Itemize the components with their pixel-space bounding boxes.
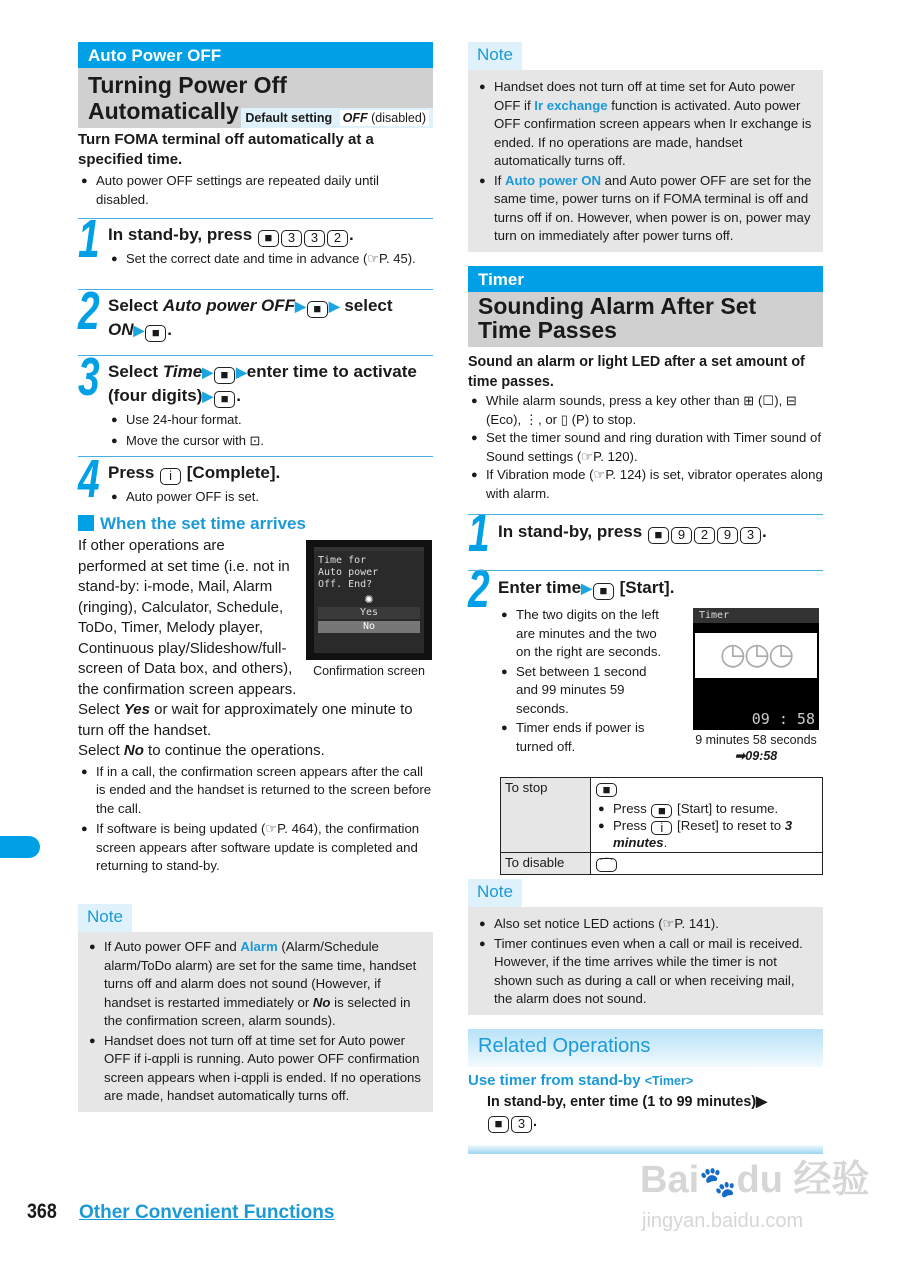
subheading: When the set time arrives bbox=[100, 514, 306, 533]
timer-header bbox=[468, 266, 823, 347]
text: <Timer> bbox=[644, 1074, 694, 1088]
bullet: ● If in a call, the confirmation screen appears after the call is ended and the handset is returned to the screen before the call. bbox=[78, 763, 433, 819]
text: 3 minutes bbox=[613, 818, 793, 850]
menu-item: Auto power OFF bbox=[162, 296, 296, 315]
square-icon bbox=[78, 515, 94, 531]
chapter-tab bbox=[0, 836, 40, 858]
clocks-icon: ◷◷◷ bbox=[695, 633, 817, 678]
figure-caption: Confirmation screen bbox=[313, 664, 425, 678]
step-text: . bbox=[761, 522, 767, 541]
text: Press bbox=[613, 818, 651, 833]
caption-value: 09:58 bbox=[745, 749, 778, 763]
default-label: Default setting bbox=[245, 111, 333, 125]
intro bbox=[78, 130, 433, 209]
arrow-icon: ➡ bbox=[734, 749, 746, 763]
note-label: Note bbox=[468, 42, 522, 70]
row-header: To disable bbox=[501, 853, 591, 875]
text: If Auto power OFF and bbox=[104, 939, 241, 954]
step-number: 1 bbox=[468, 503, 490, 563]
default-value: OFF bbox=[342, 111, 368, 125]
center-key-icon: ■ bbox=[214, 367, 235, 384]
center-key-icon: ■ bbox=[648, 527, 669, 544]
table-row bbox=[501, 778, 823, 853]
alarm-link[interactable]: Alarm bbox=[240, 939, 278, 954]
when-set-time-arrives bbox=[78, 514, 433, 876]
text: If bbox=[494, 172, 505, 188]
text: Select bbox=[78, 742, 124, 759]
bullet: ● While alarm sounds, press a key other than ⊞ (☐), ⊟ (Eco), ⋮, or ▯ (P) to stop. bbox=[468, 392, 823, 429]
center-key-icon: ■ bbox=[307, 301, 328, 318]
arrow-icon: ▶ bbox=[202, 388, 214, 404]
step-3 bbox=[78, 355, 433, 450]
screen-title: Timer bbox=[693, 608, 819, 623]
step-4 bbox=[78, 449, 433, 509]
section-label: Auto Power OFF bbox=[78, 42, 433, 68]
note-item: ● Also set notice LED actions (☞P. 141). bbox=[476, 915, 813, 934]
step-bullet: ● Set the correct date and time in advance (☞P. 45). bbox=[108, 250, 433, 269]
default-suffix: (disabled) bbox=[367, 111, 426, 125]
watermark-url: jingyan.baidu.com bbox=[642, 1210, 804, 1232]
timer-readout: 09 : 58 bbox=[751, 709, 815, 728]
text: [Start] to resume. bbox=[673, 800, 779, 816]
row-header: To stop bbox=[501, 778, 591, 853]
note-item: ● Handset does not turn off at time set for Auto power OFF if i-αppli is running. Auto power OFF confirmation screen appears when i-αppli is ended. If no operations are made, handset automatically turns off. bbox=[86, 1032, 423, 1106]
text: to continue the operations. bbox=[143, 742, 325, 759]
page-title: Turning Power Off Automatically bbox=[78, 68, 433, 128]
step-number: 1 bbox=[78, 209, 100, 269]
center-key-icon: ■ bbox=[214, 391, 235, 408]
key-9-icon: 9 bbox=[717, 527, 738, 544]
step-number: 3 bbox=[78, 347, 100, 407]
arrow-icon: ▶ bbox=[328, 298, 340, 314]
auto-power-on-link[interactable]: Auto power ON bbox=[505, 172, 601, 188]
key-9-icon: 9 bbox=[671, 527, 692, 544]
note-label: Note bbox=[78, 904, 132, 932]
menu-item: ON bbox=[108, 320, 134, 339]
figure-caption: 9 minutes 58 seconds bbox=[695, 733, 817, 747]
note-item bbox=[476, 78, 813, 171]
text: No bbox=[312, 994, 331, 1010]
key-2-icon: 2 bbox=[327, 230, 348, 247]
text: Yes bbox=[123, 701, 150, 718]
key-3-icon: 3 bbox=[281, 230, 302, 247]
text[interactable]: Use timer from stand-by bbox=[468, 1072, 641, 1089]
ir-exchange-link[interactable]: Ir exchange bbox=[534, 97, 608, 113]
text: [Reset] to reset to bbox=[673, 818, 785, 833]
i-key-icon: i bbox=[160, 468, 181, 485]
timer-operations-table bbox=[500, 777, 823, 875]
text: Handset does not turn off at time set for Auto power OFF if bbox=[494, 79, 796, 113]
step-number: 2 bbox=[468, 559, 490, 619]
step-text: Press bbox=[108, 463, 160, 482]
note-right-top bbox=[468, 42, 823, 252]
text: or wait for approximately one minute to turn off the handset. bbox=[78, 701, 413, 739]
default-setting bbox=[241, 108, 433, 128]
bullet: ● If Vibration mode (☞P. 124) is set, vibrator operates along with alarm. bbox=[468, 466, 823, 503]
step-1 bbox=[78, 218, 433, 269]
center-key-icon: ■ bbox=[593, 583, 614, 600]
page-number: 368 bbox=[27, 1200, 57, 1223]
step-2 bbox=[78, 289, 433, 342]
section-divider bbox=[468, 1145, 823, 1154]
table-row bbox=[501, 853, 823, 875]
step-text: [Complete]. bbox=[182, 463, 281, 482]
text: . bbox=[533, 1114, 537, 1130]
note-right-bottom bbox=[468, 879, 823, 1015]
center-key-icon: ■ bbox=[596, 783, 617, 797]
no-option[interactable]: No bbox=[318, 621, 420, 633]
step-bullet: ● Set between 1 second and 99 minutes 59 seconds. bbox=[498, 663, 670, 719]
step-number: 4 bbox=[78, 449, 100, 509]
steps bbox=[78, 209, 433, 509]
section-label: Timer bbox=[468, 266, 823, 292]
step-number: 2 bbox=[78, 281, 100, 341]
step-bullet: ● The two digits on the left are minutes and the two on the right are seconds. bbox=[498, 606, 670, 662]
step-text: In stand-by, press bbox=[498, 522, 647, 541]
step-bullet: ● Timer ends if power is turned off. bbox=[498, 719, 670, 756]
intro-text: Sound an alarm or light LED after a set amount of time passes. bbox=[468, 354, 805, 390]
step-text: [Start]. bbox=[614, 578, 675, 597]
key-3-icon: 3 bbox=[740, 527, 761, 544]
i-key-icon: i bbox=[651, 821, 672, 835]
center-key-icon: ■ bbox=[145, 325, 166, 342]
step-text: Enter time bbox=[498, 578, 582, 597]
text: is selected in the confirmation screen, alarm sounds). bbox=[104, 994, 411, 1028]
text: In stand-by, enter time (1 to 99 minutes) bbox=[487, 1094, 757, 1110]
note-item bbox=[476, 172, 813, 246]
chapter-link[interactable]: Other Convenient Functions bbox=[79, 1202, 335, 1223]
note-left bbox=[78, 904, 433, 1112]
arrow-icon: ▶ bbox=[756, 1094, 768, 1110]
key-3-icon: 3 bbox=[511, 1116, 532, 1133]
screen-message: Time for Auto power Off. End? bbox=[318, 555, 379, 590]
intro-text: Turn FOMA terminal off automatically at a specified time. bbox=[78, 131, 374, 168]
step-1 bbox=[468, 514, 823, 544]
page-title: Sounding Alarm After Set Time Passes bbox=[468, 292, 788, 347]
step-bullet: ● Auto power OFF is set. bbox=[108, 488, 433, 507]
menu-item: Time bbox=[162, 362, 203, 381]
arrow-icon: ▶ bbox=[235, 364, 247, 380]
step-text: Select bbox=[108, 362, 163, 381]
note-label: Note bbox=[468, 879, 522, 907]
confirmation-screen-figure bbox=[305, 540, 433, 681]
step-text: enter time to activate (four digits) bbox=[108, 362, 417, 405]
step-text: . bbox=[348, 225, 354, 244]
text: function is activated. Auto power OFF confirmation screen appears when Ir exchange is ended. If no operations are made, handset automatically turns off. bbox=[494, 97, 812, 168]
text: (Alarm/Schedule alarm/ToDo alarm) are set for the same time, handset turns off and alarm does not sound (However, if handset is restarted immediately or bbox=[104, 939, 417, 1010]
step-text: select bbox=[344, 296, 393, 315]
step-text: . bbox=[167, 320, 173, 339]
text: . bbox=[663, 835, 668, 850]
arrow-icon: ▶ bbox=[581, 580, 592, 596]
arrow-icon: ▶ bbox=[295, 298, 306, 314]
bullet: ● Set the timer sound and ring duration with Timer sound of Sound settings (☞P. 120). bbox=[468, 429, 823, 466]
text: No bbox=[123, 742, 144, 759]
center-key-icon: ■ bbox=[651, 804, 672, 818]
arrow-icon: ▶ bbox=[133, 322, 145, 338]
note-item: ● Timer continues even when a call or mail is received. However, if the time arrives while the timer is not shown such as during a call or when receiving mail, the alarm does not sound. bbox=[476, 935, 813, 1009]
text: and Auto power OFF are set for the same time, power turns on if FOMA terminal is off and turns off if on. However, when power is on, power may turn on immediately after power turns off. bbox=[494, 172, 812, 243]
yes-option[interactable]: Yes bbox=[318, 607, 420, 619]
center-key-icon: ■ bbox=[258, 230, 279, 247]
center-key-icon: ■ bbox=[488, 1116, 509, 1133]
related-link[interactable] bbox=[468, 1071, 823, 1091]
timer-intro bbox=[468, 352, 823, 503]
related-operations bbox=[468, 1029, 823, 1154]
arrow-icon: ▶ bbox=[202, 364, 213, 380]
loading-spinner-icon: ✺ bbox=[364, 591, 374, 607]
step-text: In stand-by, press bbox=[108, 225, 257, 244]
step-text: . bbox=[236, 386, 241, 405]
step-text: Select bbox=[108, 296, 163, 315]
related-title: Related Operations bbox=[468, 1029, 823, 1067]
step-bullet: ● Use 24-hour format. bbox=[108, 411, 433, 430]
timer-screen-figure bbox=[693, 608, 819, 764]
bullet: ● If software is being updated (☞P. 464), the confirmation screen appears after software update is completed and returning to stand-by. bbox=[78, 820, 433, 876]
text: If other operations are performed at set time (i.e. not in stand-by: i-mode, Mail, Alarm (ringing), Calculator, Schedule, ToDo, Timer, Melody player, Continuous play/Slideshow/full-screen of Data box, and others), the confirmation screen appears. Select bbox=[78, 537, 297, 718]
key-3-icon: 3 bbox=[304, 230, 325, 247]
end-call-key-icon: ⌒ bbox=[596, 858, 617, 872]
text: Press bbox=[613, 800, 651, 816]
watermark-logo: Bai🐾du 经验 bbox=[640, 1159, 870, 1201]
step-bullet: ● Move the cursor with ⊡. bbox=[108, 432, 433, 451]
intro-bullet: ● Auto power OFF settings are repeated daily until disabled. bbox=[78, 172, 408, 209]
key-2-icon: 2 bbox=[694, 527, 715, 544]
note-item bbox=[86, 938, 423, 1031]
